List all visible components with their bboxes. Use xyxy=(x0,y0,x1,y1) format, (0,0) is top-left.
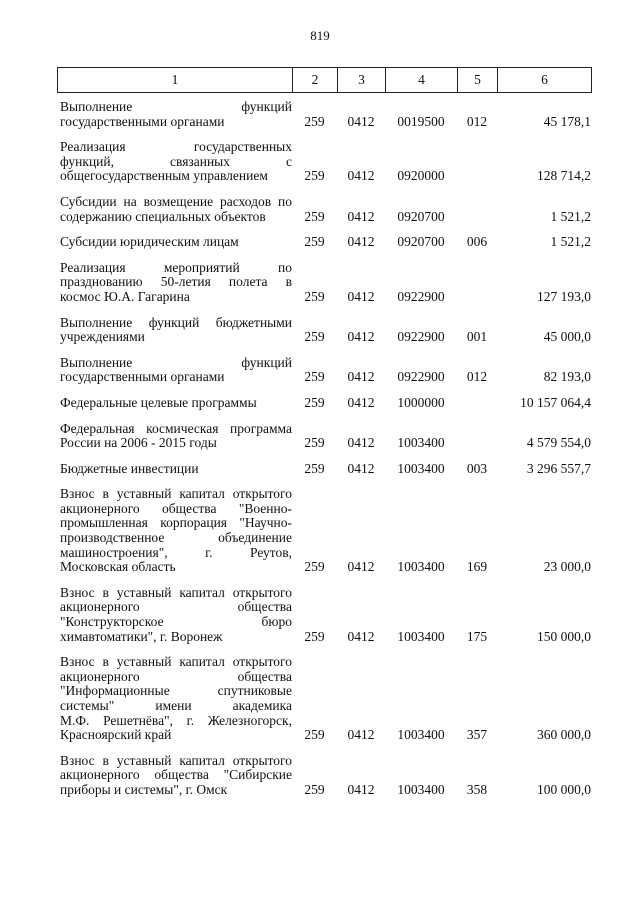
description-line: Взнос в уставный капитал открытого xyxy=(60,486,292,502)
header-col-3: 3 xyxy=(338,68,386,93)
row-code-section: 0412 xyxy=(347,394,375,410)
description-line: России на 2006 - 2015 годы xyxy=(60,435,217,451)
table-row xyxy=(57,356,591,385)
table-row xyxy=(57,100,591,129)
row-code-section: 0412 xyxy=(347,234,375,250)
description-line: празднованию 50-летия полета в xyxy=(60,274,292,290)
row-amount: 45 178,1 xyxy=(543,113,591,129)
row-code-ministry: 259 xyxy=(304,234,325,250)
table-row xyxy=(57,487,591,575)
header-col-4: 4 xyxy=(386,68,458,93)
row-code-expense-type: 357 xyxy=(466,727,488,743)
description-line: Реализация государственных xyxy=(60,139,292,155)
row-code-target: 0920000 xyxy=(397,168,445,184)
row-amount: 150 000,0 xyxy=(537,628,591,644)
description-line: Субсидии на возмещение расходов по xyxy=(60,193,292,209)
row-description xyxy=(57,140,292,184)
description-line: государственными органами xyxy=(60,113,225,129)
table-row xyxy=(57,655,591,743)
description-line: Выполнение функций xyxy=(60,354,292,370)
row-description xyxy=(57,195,292,224)
row-code-target: 1003400 xyxy=(397,435,445,451)
row-amount: 1 521,2 xyxy=(550,234,591,250)
row-code-expense-type: 358 xyxy=(466,781,488,797)
description-line: Выполнение функций xyxy=(60,99,292,114)
description-line: Выполнение функций бюджетными xyxy=(60,314,292,330)
row-code-target: 1003400 xyxy=(397,628,445,644)
row-code-target: 1003400 xyxy=(397,727,445,743)
table-row xyxy=(57,462,591,477)
description-line: машиностроения", г. Реутов, xyxy=(60,544,292,560)
row-code-expense-type: 012 xyxy=(466,113,488,129)
row-code-ministry: 259 xyxy=(304,628,325,644)
row-code-section: 0412 xyxy=(347,288,375,304)
row-code-section: 0412 xyxy=(347,559,375,575)
row-amount: 45 000,0 xyxy=(543,329,591,345)
header-col-2: 2 xyxy=(293,68,338,93)
row-code-target: 1003400 xyxy=(397,559,445,575)
row-code-ministry: 259 xyxy=(304,168,325,184)
description-line: Бюджетные инвестиции xyxy=(60,460,199,476)
row-code-ministry: 259 xyxy=(304,559,325,575)
row-code-ministry: 259 xyxy=(304,329,325,345)
row-code-section: 0412 xyxy=(347,460,375,476)
row-amount: 360 000,0 xyxy=(537,727,591,743)
row-code-ministry: 259 xyxy=(304,435,325,451)
row-code-target: 1003400 xyxy=(397,781,445,797)
description-line: системы" имени академика xyxy=(60,698,292,713)
row-code-section: 0412 xyxy=(347,369,375,385)
description-line: промышленная корпорация "Научно- xyxy=(60,515,292,531)
description-line: "Информационные спутниковые xyxy=(60,683,292,699)
row-amount: 127 193,0 xyxy=(537,288,591,304)
description-line: учреждениями xyxy=(60,329,145,345)
description-line: акционерного общества "Сибирские xyxy=(60,767,292,783)
description-line: Взнос в уставный капитал открытого xyxy=(60,654,292,670)
table-row xyxy=(57,586,591,644)
row-amount: 10 157 064,4 xyxy=(520,394,591,410)
description-line: Федеральные целевые программы xyxy=(60,394,257,410)
row-code-expense-type: 169 xyxy=(466,559,488,575)
row-code-section: 0412 xyxy=(347,329,375,345)
row-amount: 1 521,2 xyxy=(550,208,591,224)
row-code-ministry: 259 xyxy=(304,781,325,797)
row-description xyxy=(57,316,292,345)
row-amount: 3 296 557,7 xyxy=(526,460,591,476)
row-code-ministry: 259 xyxy=(304,394,325,410)
row-code-section: 0412 xyxy=(347,781,375,797)
description-line: М.Ф. Решетнёва", г. Железногорск, xyxy=(60,712,292,728)
row-code-target: 0920700 xyxy=(397,208,445,224)
description-line: общегосударственным управлением xyxy=(60,168,268,184)
row-code-target: 0922900 xyxy=(397,288,445,304)
row-code-section: 0412 xyxy=(347,208,375,224)
row-code-ministry: 259 xyxy=(304,208,325,224)
row-code-section: 0412 xyxy=(347,727,375,743)
description-line: акционерного общества "Военно- xyxy=(60,500,292,516)
description-line: Взнос в уставный капитал открытого xyxy=(60,584,292,600)
row-code-target: 1000000 xyxy=(397,394,445,410)
row-amount: 82 193,0 xyxy=(543,369,591,385)
description-line: государственными органами xyxy=(60,369,225,385)
row-code-expense-type: 006 xyxy=(466,234,488,250)
description-line: приборы и системы", г. Омск xyxy=(60,781,228,797)
row-code-expense-type: 012 xyxy=(466,369,488,385)
description-line: производственное объединение xyxy=(60,530,292,546)
table-row xyxy=(57,195,591,224)
description-line: Федеральная космическая программа xyxy=(60,420,292,436)
description-line: Взнос в уставный капитал открытого xyxy=(60,752,292,768)
row-description xyxy=(57,462,292,477)
description-line: "Конструкторское бюро xyxy=(60,614,292,630)
row-code-expense-type: 175 xyxy=(466,628,488,644)
page-number: 819 xyxy=(310,28,330,43)
table-row xyxy=(57,396,591,411)
description-line: химавтоматики", г. Воронеж xyxy=(60,628,223,644)
table-row xyxy=(57,140,591,184)
row-code-target: 0922900 xyxy=(397,369,445,385)
description-line: космос Ю.А. Гагарина xyxy=(60,288,190,304)
row-amount: 100 000,0 xyxy=(537,781,591,797)
row-description xyxy=(57,586,292,644)
row-amount: 4 579 554,0 xyxy=(526,435,591,451)
description-line: функций, связанных с xyxy=(60,153,292,169)
description-line: акционерного общества xyxy=(60,668,292,684)
row-description xyxy=(57,487,292,575)
row-description xyxy=(57,396,292,411)
row-code-target: 0922900 xyxy=(397,329,445,345)
description-line: содержанию специальных объектов xyxy=(60,208,266,224)
row-code-section: 0412 xyxy=(347,628,375,644)
row-description xyxy=(57,356,292,385)
row-code-expense-type: 003 xyxy=(466,460,488,476)
header-col-6: 6 xyxy=(498,68,592,93)
table-row xyxy=(57,754,591,798)
row-amount: 128 714,2 xyxy=(537,168,591,184)
row-code-target: 0019500 xyxy=(397,113,445,129)
row-code-section: 0412 xyxy=(347,113,375,129)
table-row xyxy=(57,261,591,305)
description-line: Субсидии юридическим лицам xyxy=(60,234,239,250)
row-code-expense-type: 001 xyxy=(466,329,488,345)
description-line: Реализация мероприятий по xyxy=(60,259,292,275)
row-code-section: 0412 xyxy=(347,435,375,451)
table-row xyxy=(57,316,591,345)
row-code-ministry: 259 xyxy=(304,113,325,129)
row-amount: 23 000,0 xyxy=(543,559,591,575)
header-col-5: 5 xyxy=(458,68,498,93)
table-body xyxy=(57,100,591,809)
row-code-target: 0920700 xyxy=(397,234,445,250)
row-description xyxy=(57,261,292,305)
row-description xyxy=(57,655,292,743)
table-row xyxy=(57,235,591,250)
table-row xyxy=(57,422,591,451)
description-line: акционерного общества xyxy=(60,599,292,615)
row-code-target: 1003400 xyxy=(397,460,445,476)
row-code-ministry: 259 xyxy=(304,288,325,304)
header-col-1: 1 xyxy=(58,68,293,93)
row-description xyxy=(57,754,292,798)
row-code-ministry: 259 xyxy=(304,727,325,743)
row-code-ministry: 259 xyxy=(304,460,325,476)
row-description xyxy=(57,422,292,451)
table-header xyxy=(57,67,592,93)
row-description xyxy=(57,235,292,250)
description-line: Красноярский край xyxy=(60,727,172,743)
row-description xyxy=(57,100,292,129)
description-line: Московская область xyxy=(60,559,176,575)
row-code-section: 0412 xyxy=(347,168,375,184)
row-code-ministry: 259 xyxy=(304,369,325,385)
